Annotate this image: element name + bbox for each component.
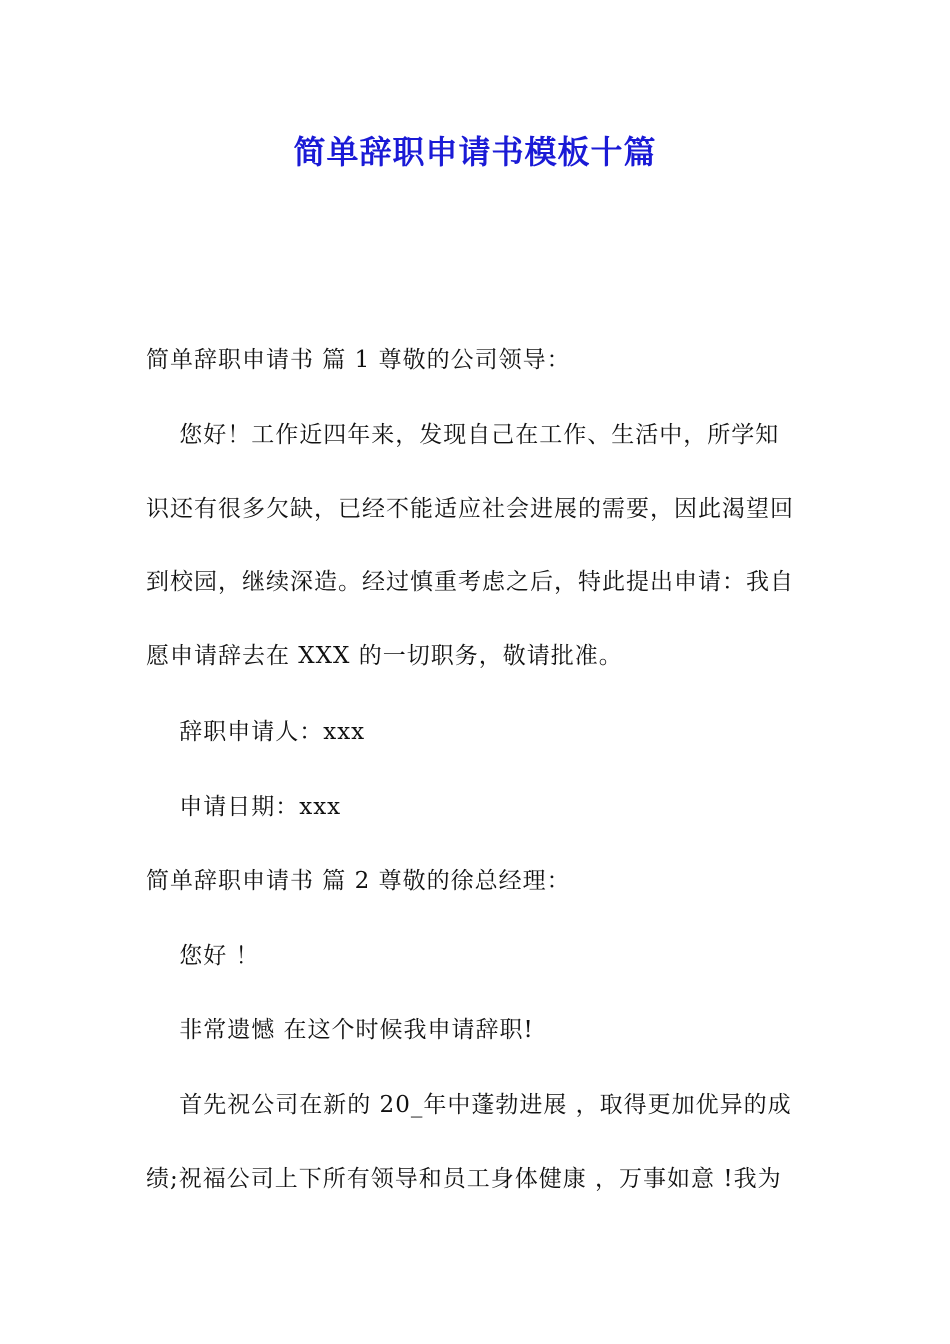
- section-2-heading: 简单辞职申请书 篇 2 尊敬的徐总经理：: [146, 868, 571, 894]
- paragraph-line: 识还有很多欠缺，已经不能适应社会进展的需要，因此渴望回: [146, 496, 794, 522]
- paragraph-line: 绩;祝福公司上下所有领导和员工身体健康 ，万事如意 !我为: [146, 1166, 782, 1192]
- paragraph-line: 到校园，继续深造。经过慎重考虑之后，特此提出申请：我自: [146, 569, 794, 595]
- date-line: 申请日期：xxx: [146, 794, 342, 820]
- greeting-line: 您好 ！: [146, 943, 260, 969]
- paragraph-line: 非常遗憾 在这个时候我申请辞职!: [146, 1017, 534, 1043]
- document-title: 简单辞职申请书模板十篇: [293, 133, 657, 171]
- section-1-heading: 简单辞职申请书 篇 1 尊敬的公司领导：: [146, 347, 571, 373]
- paragraph-line: 首先祝公司在新的 20_年中蓬勃进展 ，取得更加优异的成: [146, 1092, 792, 1118]
- paragraph-line: 您好！工作近四年来，发现自己在工作、生活中，所学知: [146, 422, 780, 448]
- applicant-line: 辞职申请人：xxx: [146, 719, 366, 745]
- paragraph-line: 愿申请辞去在 XXX 的一切职务，敬请批准。: [146, 643, 623, 669]
